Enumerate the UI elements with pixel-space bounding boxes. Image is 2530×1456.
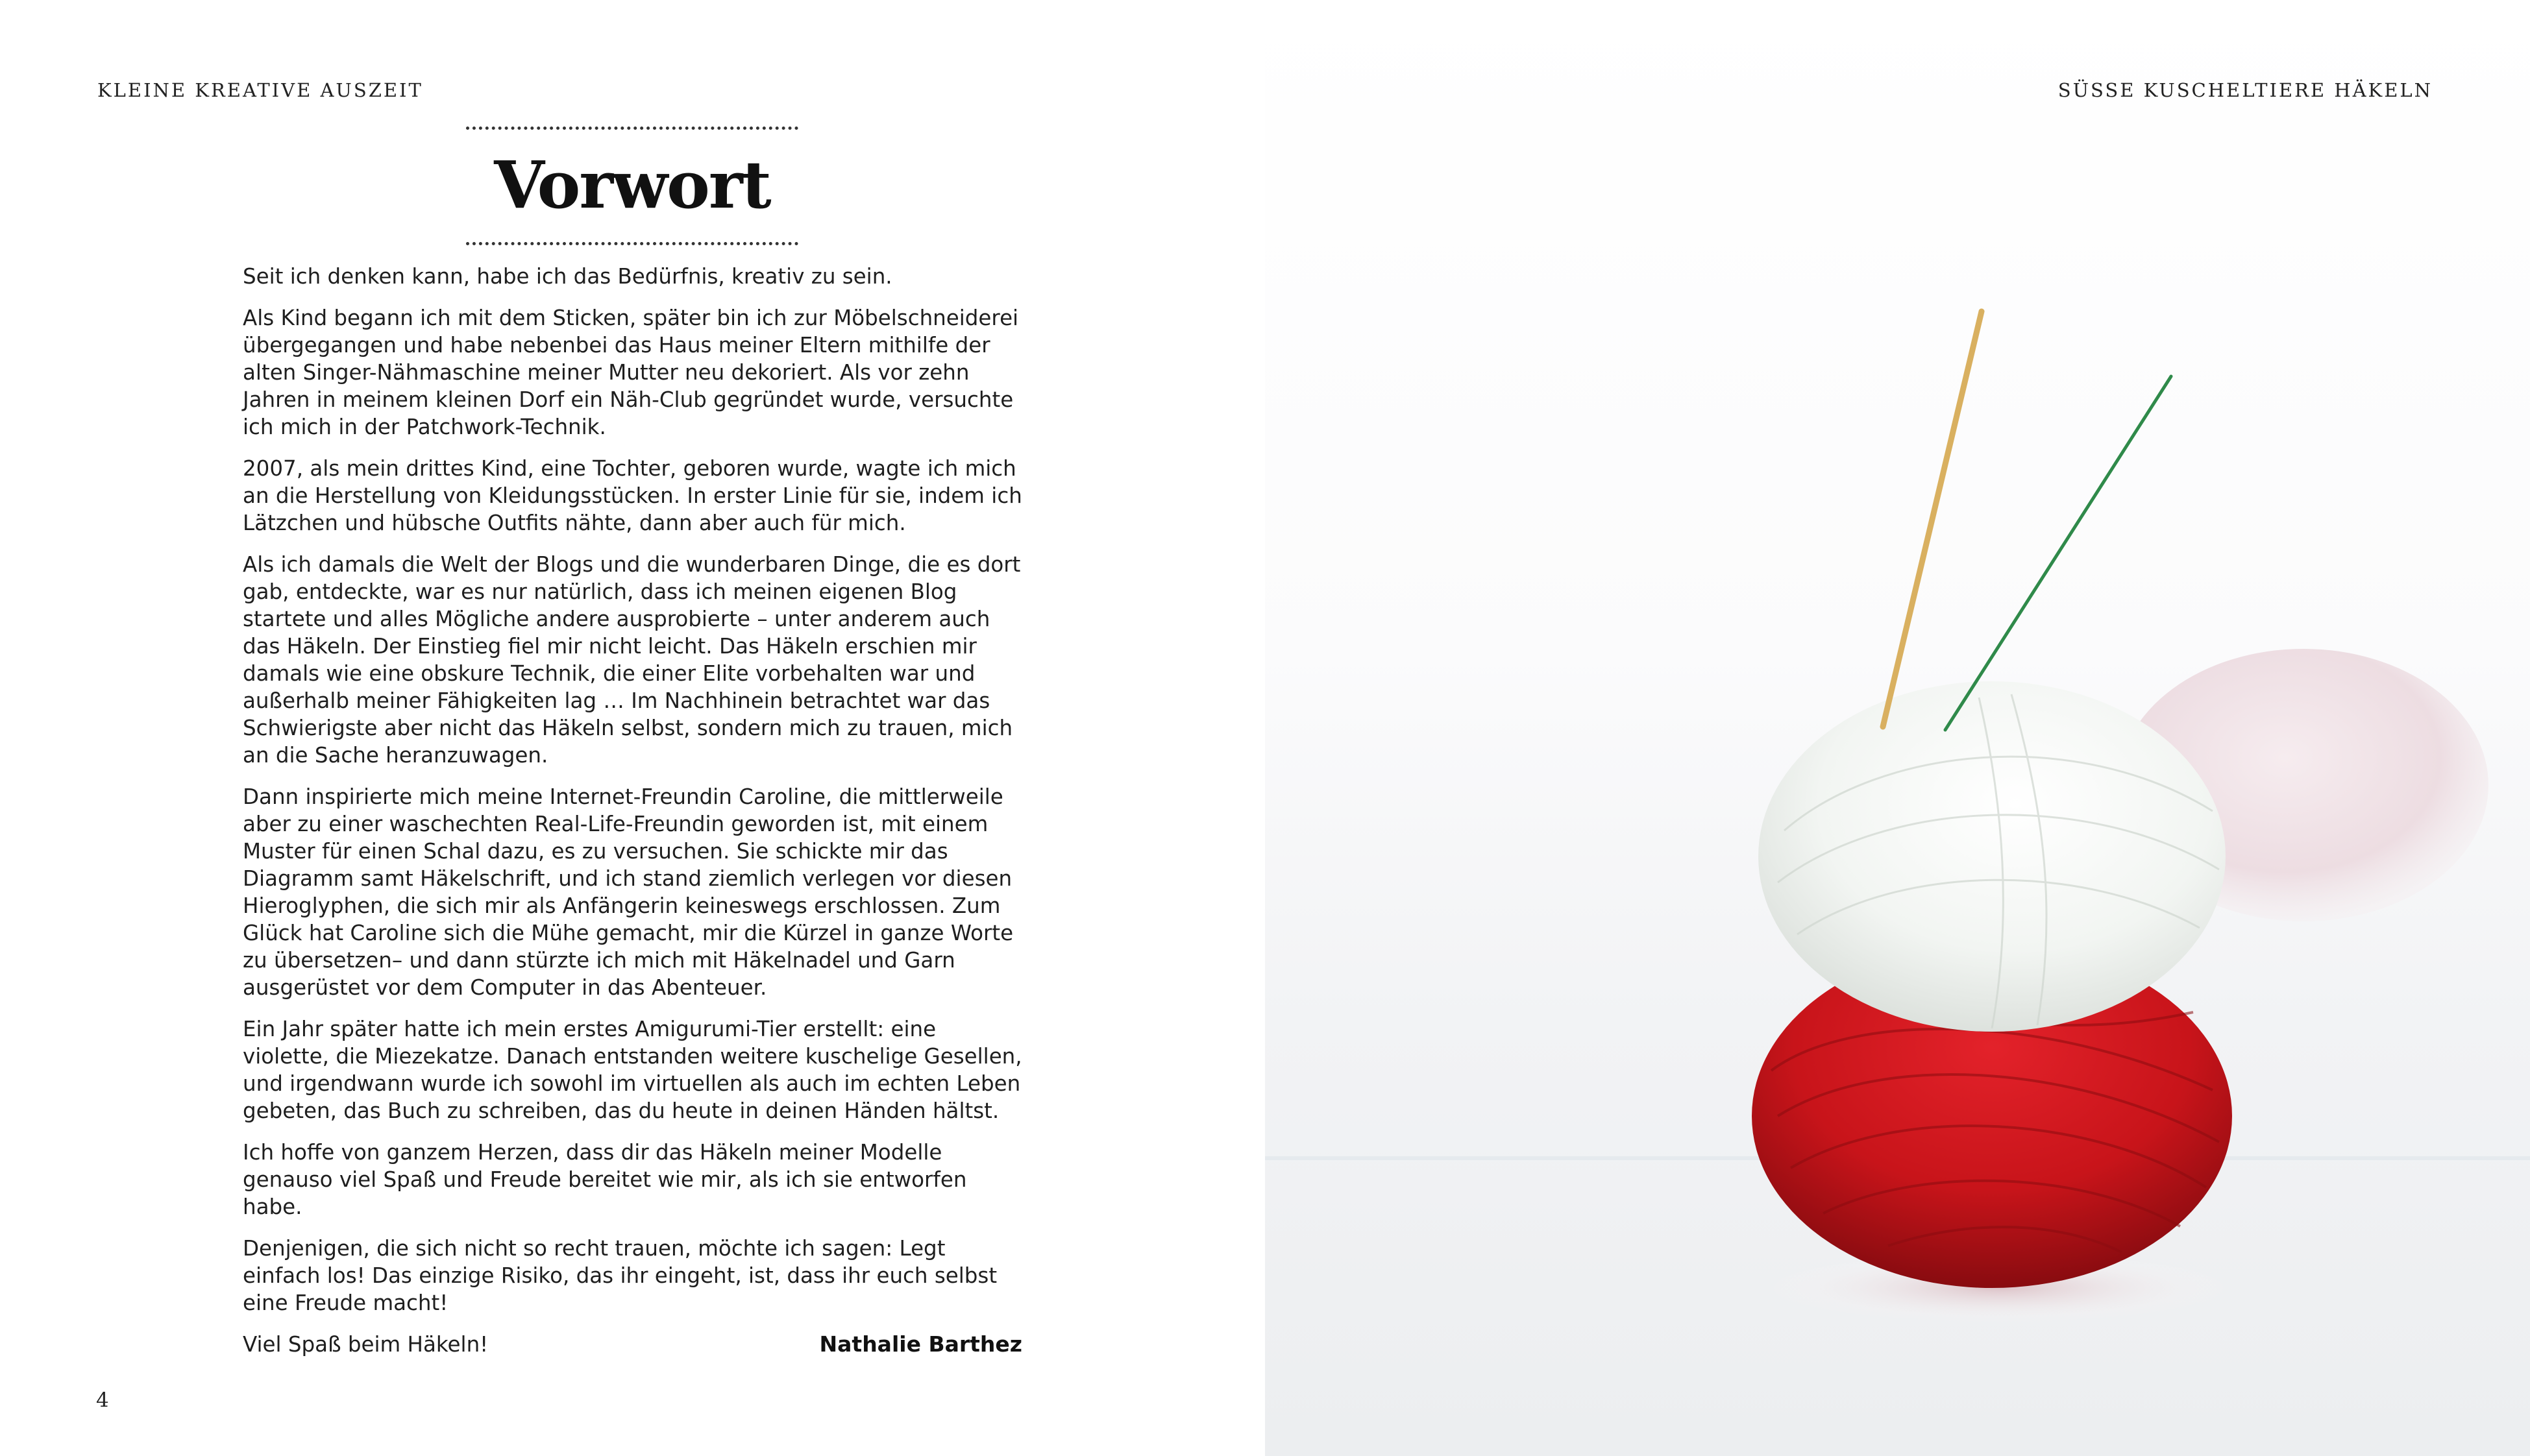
title-divider-bottom xyxy=(466,242,798,245)
paragraph: Als ich damals die Welt der Blogs und die wunderbaren Dinge, die es dort gab, entdeckte, war es nur natürlich, dass ich meinen eigenen Blog startete und alles Mögliche andere ausprobierte – unter anderem auch das Häkeln. Der Einstieg fiel mir nicht leicht. Das Häkeln erschien mir damals wie eine obskure Technik, die einer Elite vorbehalten war und außerhalb meiner Fähigkeiten lag … Im Nachhinein betrachtet war das Schwierigste aber nicht das Häkeln selbst, sondern mich zu trauen, mich an die Sache heranzuwagen. xyxy=(243,552,1021,768)
paragraph: Viel Spaß beim Häkeln! xyxy=(243,1332,489,1357)
paragraph: 2007, als mein drittes Kind, eine Tochter, geboren wurde, wagte ich mich an die Herstellung von Kleidungsstücken. In erster Linie für sie, indem ich Lätzchen und hübsche Outfits nähte, dann aber auch für mich. xyxy=(243,456,1022,535)
foreword-body xyxy=(243,263,1028,1372)
yarn-photo xyxy=(1265,0,2530,1456)
paragraph: Als Kind begann ich mit dem Sticken, später bin ich zur Möbelschneiderei übergegangen und habe nebenbei das Haus meiner Eltern mithilfe der alten Singer-Nähmaschine meiner Mutter neu dekoriert. Als vor zehn Jahren in meinem kleinen Dorf ein Näh-Club gegründet wurde, versuchte ich mich in der Patchwork-Technik. xyxy=(243,306,1019,439)
running-head-right: SÜSSE KUSCHELTIERE HÄKELN xyxy=(2057,79,2433,101)
title-divider-top xyxy=(466,127,798,130)
paragraph: Ich hoffe von ganzem Herzen, dass dir das Häkeln meiner Modelle genauso viel Spaß und Freude bereitet wie mir, als ich sie entworfen habe. xyxy=(243,1140,967,1219)
paragraph: Denjenigen, die sich nicht so recht trauen, möchte ich sagen: Legt einfach los! Das einzige Risiko, das ihr eingeht, ist, dass ihr euch selbst eine Freude macht! xyxy=(243,1236,998,1315)
page-title: Vorwort xyxy=(494,147,770,223)
paragraph: Ein Jahr später hatte ich mein erstes Amigurumi-Tier erstellt: eine violette, die Miezekatze. Danach entstanden weitere kuschelige Gesellen, und irgendwann wurde ich sowohl im virtuellen als auch im echten Leben gebeten, das Buch zu schreiben, das du heute in deinen Händen hältst. xyxy=(243,1017,1022,1123)
paragraph: Seit ich denken kann, habe ich das Bedürfnis, kreativ zu sein. xyxy=(243,264,892,289)
running-head-left: KLEINE KREATIVE AUSZEIT xyxy=(97,79,423,101)
green-needle xyxy=(1945,376,2171,730)
white-yarn-ball xyxy=(1758,681,2226,1032)
yarn-illustration xyxy=(1265,0,2530,1456)
bamboo-needle xyxy=(1883,311,1982,727)
paragraph: Dann inspirierte mich meine Internet-Freundin Caroline, die mittlerweile aber zu einer waschechten Real-Life-Freundin geworden ist, mit einem Muster für einen Schal dazu, es zu versuchen. Sie schickte mir das Diagramm samt Häkelschrift, und ich stand ziemlich verlegen vor diesen Hieroglyphen, die sich mir als Anfängerin keineswegs erschlossen. Zum Glück hat Caroline sich die Mühe gemacht, mir die Kürzel in ganze Worte zu übersetzen– und dann stürzte ich mich mit Häkelnadel und Garn ausgerüstet vor dem Computer in das Abenteuer. xyxy=(243,784,1014,1000)
author-signature: Nathalie Barthez xyxy=(819,1331,1022,1357)
page-number: 4 xyxy=(96,1389,109,1412)
